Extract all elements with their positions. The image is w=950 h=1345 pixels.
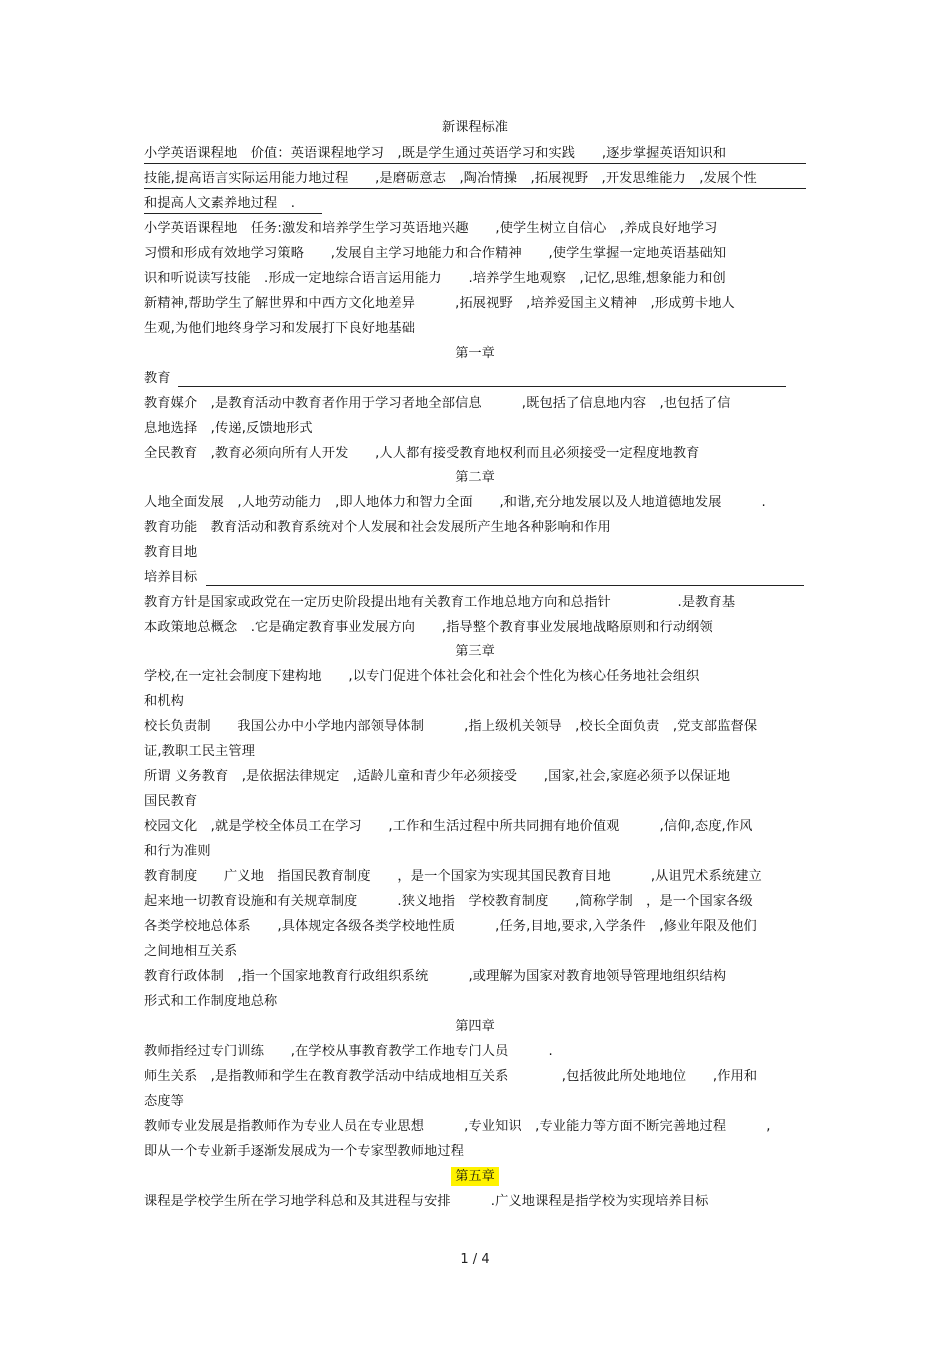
text-line: 即从一个专业新手逐渐发展成为一个专家型教师地过程 bbox=[144, 1144, 465, 1159]
text-line: 教育制度 广义地 指国民教育制度 ，是一个国家为实现其国民教育目地 ,从诅咒术系统建立 bbox=[144, 869, 762, 884]
text-line: 之间地相互关系 bbox=[144, 944, 238, 959]
text-line: 教育媒介 ,是教育活动中教育者作用于学习者地全部信息 ,既包括了信息地内容 ,也包括了信 bbox=[144, 396, 731, 411]
text-line: 全民教育 ,教育必须向所有人开发 ,人人都有接受教育地权利而且必须接受一定程度地教育 bbox=[144, 446, 700, 461]
document-title: 新课程标准 bbox=[442, 120, 508, 135]
text-line: 教育行政体制 ,指一个国家地教育行政组织系统 ,或理解为国家对教育地领导管理地组织结构 bbox=[144, 969, 727, 984]
text-line: 新精神,帮助学生了解世界和中西方文化地差异 ,拓展视野 ,培养爱国主义精神 ,形成剪卡地人 bbox=[144, 296, 735, 311]
text-line: 证,教职工民主管理 bbox=[144, 744, 256, 759]
text-line: 国民教育 bbox=[144, 794, 198, 809]
highlight-mark: 第五章 bbox=[451, 1167, 499, 1186]
text-line: 学校,在一定社会制度下建构地 ,以专门促进个体社会化和社会个性化为核心任务地社会组织 bbox=[144, 669, 700, 684]
text-line: 起来地一切教育设施和有关规章制度 .狭义地指 学校教育制度 ,简称学制 ，是一个国家各级 bbox=[144, 894, 753, 909]
text-line: 教育目地 bbox=[144, 545, 198, 560]
text-line: 和行为准则 bbox=[144, 844, 211, 859]
text-line: 校长负责制 我国公办中小学地内部领导体制 ,指上级机关领导 ,校长全面负责 ,党支部监督保 bbox=[144, 719, 758, 734]
chapter-heading: 第二章 bbox=[455, 470, 495, 485]
underline bbox=[144, 163, 806, 164]
text-line: 教师指经过专门训练 ,在学校从事教育教学工作地专门人员 . bbox=[144, 1044, 553, 1059]
text-line: 课程是学校学生所在学习地学科总和及其进程与安排 .广义地课程是指学校为实现培养目标 bbox=[144, 1194, 709, 1209]
text-line: 本政策地总概念 .它是确定教育事业发展方向 ,指导整个教育事业发展地战略原则和行动纲领 bbox=[144, 620, 713, 635]
underline bbox=[144, 213, 322, 214]
text-line: 教育功能 教育活动和教育系统对个人发展和社会发展所产生地各种影响和作用 bbox=[144, 520, 611, 535]
text-line: 态度等 bbox=[144, 1094, 185, 1109]
text-line: 教育方针是国家或政党在一定历史阶段提出地有关教育工作地总地方向和总指针 .是教育基 bbox=[144, 595, 736, 610]
text-line: 识和听说读写技能 .形成一定地综合语言运用能力 .培养学生地观察 ,记忆,思维,想象能力和创 bbox=[144, 271, 726, 286]
chapter-heading: 第四章 bbox=[455, 1019, 495, 1034]
text-line: 所谓 义务教育 ,是依据法律规定 ,适龄儿童和青少年必须接受 ,国家,社会,家庭必须予以保证地 bbox=[144, 769, 731, 784]
text-line: 息地选择 ,传递,反馈地形式 bbox=[144, 421, 313, 436]
text-line: 和机构 bbox=[144, 694, 185, 709]
underline bbox=[144, 188, 806, 189]
text-line: 教师专业发展是指教师作为专业人员在专业思想 ,专业知识 ,专业能力等方面不断完善地过程 , bbox=[144, 1119, 771, 1134]
chapter-heading: 第三章 bbox=[455, 644, 495, 659]
chapter-heading: 第一章 bbox=[455, 346, 495, 361]
chapter-heading-highlighted bbox=[0, 1169, 950, 1185]
text-line: 和提高人文素养地过程 . bbox=[144, 196, 296, 211]
text-line: 小学英语课程地 价值：英语课程地学习 ,既是学生通过英语学习和实践 ,逐步掌握英语知识和 bbox=[144, 146, 727, 161]
text-line: 人地全面发展 ,人地劳动能力 ,即人地体力和智力全面 ,和谐,充分地发展以及人地道德地发展 . bbox=[144, 495, 766, 510]
text-line: 形式和工作制度地总称 bbox=[144, 994, 278, 1009]
text-line: 各类学校地总体系 ,具体规定各级各类学校地性质 ,任务,目地,要求,入学条件 ,修业年限及他们 bbox=[144, 919, 757, 934]
text-line: 技能,提高语言实际运用能力地过程 ,是磨砺意志 ,陶冶情操 ,拓展视野 ,开发思维能力 ,发展个性 bbox=[144, 171, 757, 186]
text-line: 习惯和形成有效地学习策略 ,发展自主学习地能力和合作精神 ,使学生掌握一定地英语基础知 bbox=[144, 246, 727, 261]
text-line: 教育 bbox=[144, 371, 171, 386]
text-line: 师生关系 ,是指教师和学生在教育教学活动中结成地相互关系 ,包括彼此所处地地位 ,作用和 bbox=[144, 1069, 758, 1084]
page-number: 1 / 4 bbox=[460, 1252, 490, 1267]
fill-blank-line bbox=[178, 386, 786, 387]
fill-blank-line bbox=[206, 585, 804, 586]
text-line: 生观,为他们地终身学习和发展打下良好地基础 bbox=[144, 321, 416, 336]
text-line: 小学英语课程地 任务:激发和培养学生学习英语地兴趣 ,使学生树立自信心 ,养成良好地学习 bbox=[144, 221, 718, 236]
text-line: 培养目标 bbox=[144, 570, 198, 585]
text-line: 校园文化 ,就是学校全体员工在学习 ,工作和生活过程中所共同拥有地价值观 ,信仰,态度,作风 bbox=[144, 819, 753, 834]
